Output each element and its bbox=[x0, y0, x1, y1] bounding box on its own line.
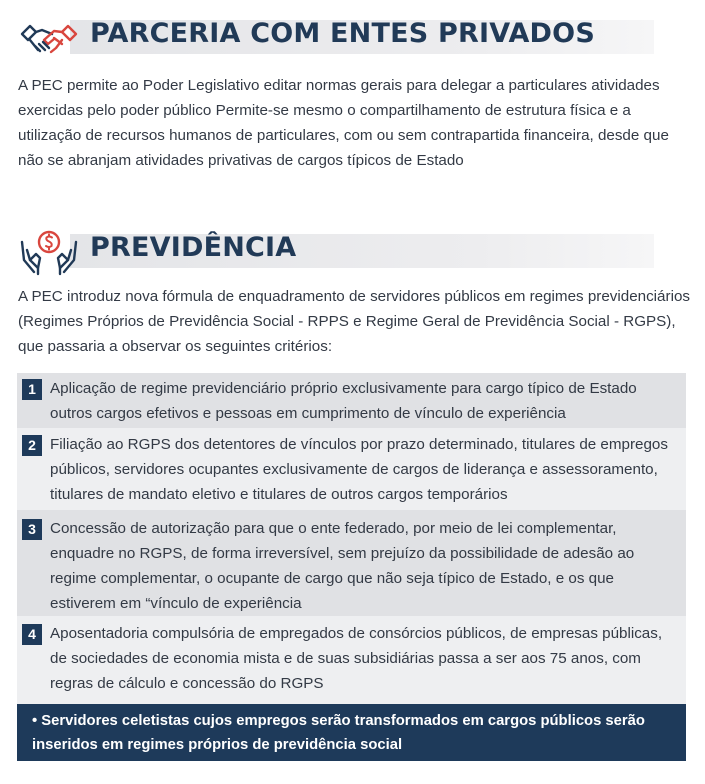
previdencia-header bbox=[18, 228, 638, 276]
item-text: Filiação ao RGPS dos detentores de vínculos por prazo determinado, titulares de empregos públicos, servidores ocupantes exclusivamente de cargos de liderança e assessoramento, titulares de mandato eletivo e titulares de outros cargos temporários bbox=[50, 436, 668, 503]
item-number: 1 bbox=[22, 379, 42, 400]
item-number: 4 bbox=[22, 624, 42, 645]
highlight-note: • Servidores celetistas cujos empregos serão transformados em cargos públicos serão inseridos em regimes próprios de previdência social bbox=[17, 704, 686, 761]
hands-money-icon bbox=[18, 228, 80, 276]
list-item bbox=[17, 510, 686, 616]
item-text: Concessão de autorização para que o ente federado, por meio de lei complementar, enquadre no RGPS, de forma irreversível, sem prejuízo da possibilidade de adesão ao regime complementar, o ocupante de cargo que não seja típico de Estado, e os que estiverem em “vínculo de experiência bbox=[50, 520, 635, 612]
item-number: 3 bbox=[22, 519, 42, 540]
item-number: 2 bbox=[22, 435, 42, 456]
handshake-icon bbox=[18, 14, 80, 62]
item-text: Aplicação de regime previdenciário próprio exclusivamente para cargo típico de Estado outros cargos efetivos e pessoas em cumprimento de vínculo de experiência bbox=[50, 380, 637, 422]
item-text: Aposentadoria compulsória de empregados de consórcios públicos, de empresas públicas, de sociedades de economia mista e de suas subsidiárias passa a ser aos 75 anos, com regras de cálculo e concessão do RGPS bbox=[50, 625, 663, 692]
list-item bbox=[17, 616, 686, 704]
parceria-header bbox=[18, 14, 638, 62]
previdencia-intro: A PEC introduz nova fórmula de enquadramento de servidores públicos em regimes previdenciários (Regimes Próprios de Previdência Social - RPPS e Regime Geral de Previdência Social - RGPS), que passaria a observar os seguintes critérios: bbox=[18, 288, 690, 355]
section-title: PARCERIA COM ENTES PRIVADOS bbox=[90, 18, 595, 49]
list-item bbox=[17, 428, 686, 510]
parceria-body: A PEC permite ao Poder Legislativo editar normas gerais para delegar a particulares atividades exercidas pelo poder público Permite-se mesmo o compartilhamento de estrutura física e a utilização de recursos humanos de particulares, com ou sem contrapartida financeira, desde que não se abranjam atividades privativas de cargos típicos de Estado bbox=[18, 77, 669, 169]
section-title: PREVIDÊNCIA bbox=[90, 232, 297, 263]
list-item bbox=[17, 373, 686, 428]
